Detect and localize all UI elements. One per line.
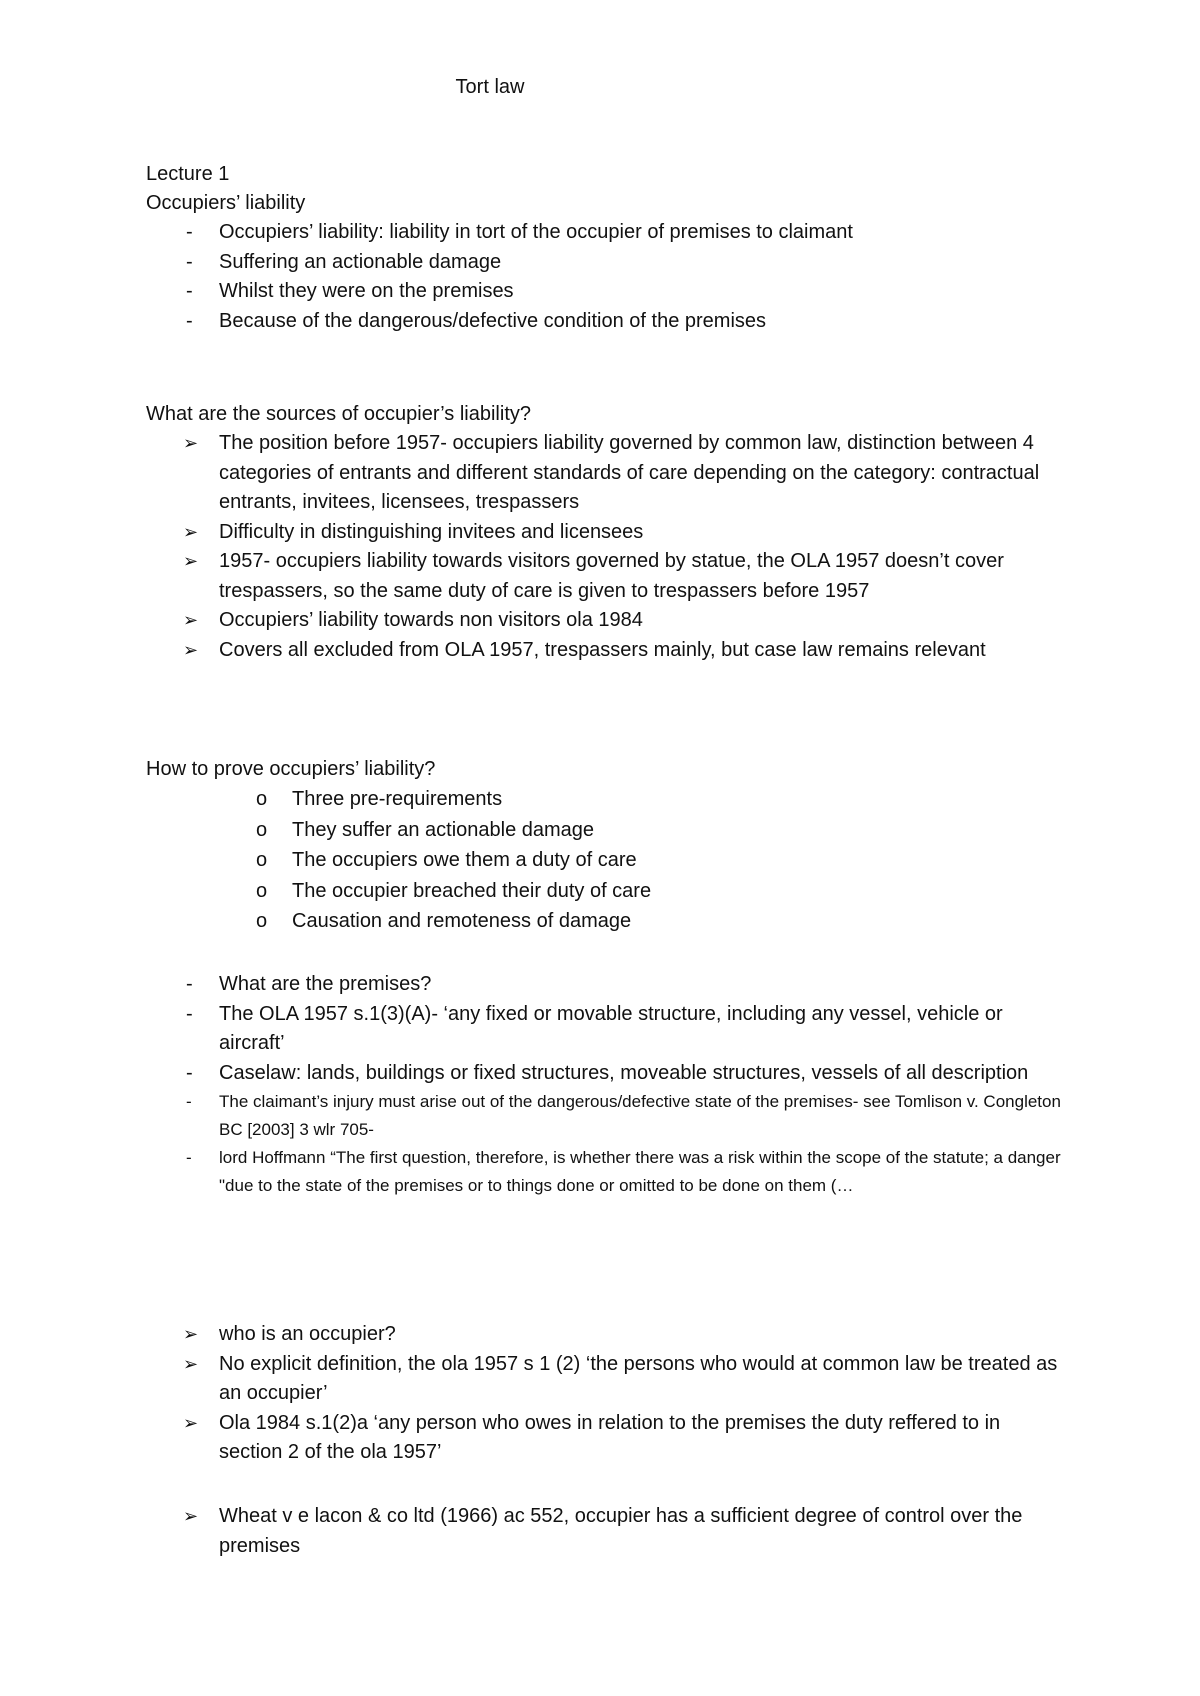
list-item-text: Suffering an actionable damage bbox=[219, 250, 502, 273]
circle-bullet-icon: o bbox=[256, 849, 268, 871]
list-item bbox=[146, 429, 1066, 518]
arrow-bullet-icon: ➢ bbox=[183, 1506, 199, 1526]
list-item-text: Wheat v e lacon & co ltd (1966) ac 552, occupier has a sufficient degree of control over the premises bbox=[219, 1505, 1023, 1557]
sources-list bbox=[146, 429, 1066, 665]
list-item-text: Occupiers’ liability towards non visitors ola 1984 bbox=[219, 609, 643, 631]
list-item-text: The occupier breached their duty of care bbox=[292, 879, 652, 902]
premises-list bbox=[146, 970, 1066, 1200]
dash-bullet: - bbox=[186, 1061, 193, 1084]
section-premises bbox=[146, 970, 1066, 1200]
list-item bbox=[146, 218, 1066, 248]
section-wheat bbox=[146, 1502, 1066, 1561]
list-item bbox=[146, 518, 1066, 548]
list-item bbox=[146, 845, 1066, 876]
lecture-heading: Lecture 1 bbox=[146, 163, 230, 185]
list-item-text: Because of the dangerous/defective condition of the premises bbox=[219, 309, 767, 332]
list-item bbox=[146, 277, 1066, 307]
definition-list bbox=[146, 218, 1066, 336]
document-title: Tort law bbox=[455, 76, 525, 98]
list-item-text: Whilst they were on the premises bbox=[219, 280, 514, 302]
list-item-text: who is an occupier? bbox=[219, 1323, 396, 1345]
list-item bbox=[146, 1059, 1066, 1089]
list-item-text: No explicit definition, the ola 1957 s 1 (2) ‘the persons who would at common law be treated as an occupier’ bbox=[219, 1352, 1058, 1404]
arrow-bullet-icon: ➢ bbox=[183, 1324, 199, 1344]
list-item bbox=[146, 1502, 1066, 1561]
arrow-bullet-icon: ➢ bbox=[183, 1353, 199, 1374]
list-item-text: Ola 1984 s.1(2)a ‘any person who owes in relation to the premises the duty reffered to in section 2 of the ola 1957’ bbox=[219, 1411, 1001, 1463]
section-occupier bbox=[146, 1320, 1066, 1468]
list-item bbox=[146, 1088, 1066, 1144]
list-item-text: Covers all excluded from OLA 1957, trespassers mainly, but case law remains relevant bbox=[219, 638, 986, 661]
list-item-text: The position before 1957- occupiers liability governed by common law, distinction between 4 categories of entrants and different standards of care depending on the category: contractual entrants, invitees, licensees, trespassers bbox=[219, 432, 1040, 513]
list-item-text: Occupiers’ liability: liability in tort of the occupier of premises to claimant bbox=[219, 221, 853, 243]
arrow-bullet-icon: ➢ bbox=[183, 551, 199, 571]
list-item bbox=[146, 547, 1066, 606]
prove-heading: How to prove occupiers’ liability? bbox=[146, 758, 436, 780]
list-item bbox=[146, 248, 1066, 278]
section-sources bbox=[146, 400, 1066, 665]
list-item bbox=[146, 876, 1066, 907]
list-item-text: Difficulty in distinguishing invitees and licensees bbox=[219, 520, 644, 543]
occupier-list bbox=[146, 1320, 1066, 1468]
dash-bullet: - bbox=[186, 973, 193, 995]
list-item bbox=[146, 906, 1066, 937]
list-item bbox=[146, 784, 1066, 815]
arrow-bullet-icon: ➢ bbox=[183, 521, 199, 542]
arrow-bullet-icon: ➢ bbox=[183, 610, 199, 630]
list-item bbox=[146, 1000, 1066, 1059]
list-item bbox=[146, 970, 1066, 1000]
circle-bullet-icon: o bbox=[256, 788, 268, 810]
list-item bbox=[146, 1350, 1066, 1409]
list-item bbox=[146, 1320, 1066, 1350]
dash-bullet: - bbox=[186, 221, 193, 243]
list-item bbox=[146, 1144, 1066, 1200]
arrow-bullet-icon: ➢ bbox=[183, 433, 199, 453]
dash-bullet: - bbox=[186, 250, 193, 273]
dash-bullet: - bbox=[186, 309, 193, 332]
list-item-text: The claimant’s injury must arise out of the dangerous/defective state of the premises- see Tomlison v. Congleton BC [2003] 3 wlr 705- bbox=[219, 1092, 1061, 1139]
dash-bullet: - bbox=[186, 1148, 192, 1167]
list-item-text: Three pre-requirements bbox=[292, 788, 503, 810]
list-item bbox=[146, 307, 1066, 337]
topic-heading: Occupiers’ liability bbox=[146, 192, 306, 214]
list-item bbox=[146, 606, 1066, 636]
section-occupiers-liability bbox=[146, 160, 1066, 336]
arrow-bullet-icon: ➢ bbox=[183, 1412, 199, 1433]
circle-bullet-icon: o bbox=[256, 910, 268, 932]
list-item-text: What are the premises? bbox=[219, 973, 432, 995]
dash-bullet: - bbox=[186, 280, 193, 302]
dash-bullet: - bbox=[186, 1002, 193, 1025]
list-item-text: The OLA 1957 s.1(3)(A)- ‘any fixed or movable structure, including any vessel, vehicle or aircraft’ bbox=[219, 1002, 1003, 1054]
list-item-text: Caselaw: lands, buildings or fixed structures, moveable structures, vessels of all description bbox=[219, 1061, 1029, 1084]
list-item-text: lord Hoffmann “The first question, therefore, is whether there was a risk within the scope of the statute; a danger "due to the state of the premises or to things done or omitted to be done on them (… bbox=[219, 1148, 1061, 1195]
list-item bbox=[146, 815, 1066, 846]
list-item-text: Causation and remoteness of damage bbox=[292, 910, 632, 932]
list-item-text: 1957- occupiers liability towards visitors governed by statue, the OLA 1957 doesn’t cover trespassers, so the same duty of care is given to trespassers before 1957 bbox=[219, 550, 1004, 602]
sources-heading: What are the sources of occupier’s liability? bbox=[146, 403, 531, 425]
arrow-bullet-icon: ➢ bbox=[183, 639, 199, 660]
list-item bbox=[146, 1409, 1066, 1468]
dash-bullet: - bbox=[186, 1092, 192, 1111]
circle-bullet-icon: o bbox=[256, 818, 268, 841]
circle-bullet-icon: o bbox=[256, 879, 268, 902]
prove-list bbox=[146, 784, 1066, 937]
section-how-to-prove bbox=[146, 755, 1066, 937]
list-item bbox=[146, 636, 1066, 666]
wheat-list bbox=[146, 1502, 1066, 1561]
list-item-text: They suffer an actionable damage bbox=[292, 818, 595, 841]
list-item-text: The occupiers owe them a duty of care bbox=[292, 849, 637, 871]
